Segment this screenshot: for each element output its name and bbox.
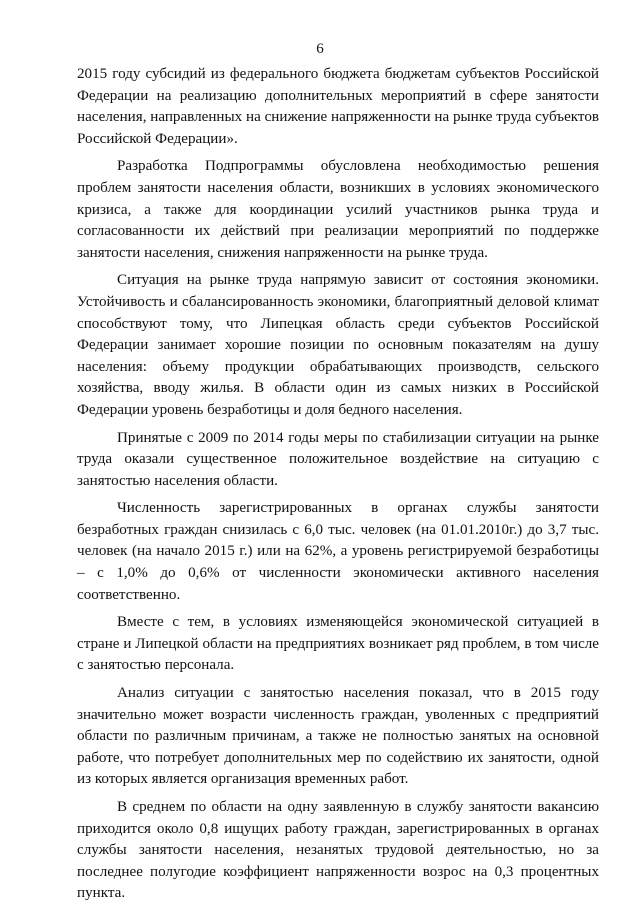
paragraph-stabilization-measures: Принятые с 2009 по 2014 годы меры по стабилизации ситуации на рынке труда оказали существенное положительное воздействие на ситуацию с занятостью населения области. (77, 429, 599, 489)
paragraph-emerging-problems: Вместе с тем, в условиях изменяющейся экономической ситуацией в стране и Липецкой области на предприятиях возникает ряд проблем, в том числе с занятостью персонала. (77, 614, 599, 674)
page-number: 6 (316, 41, 324, 57)
paragraph-employment-analysis: Анализ ситуации с занятостью населения показал, что в 2015 году значительно может возрасти численность граждан, уволенных с предприятий области по различным причинам, а также не полностью занятых на основной работе, что потребует дополнительных мер по содействию их занятости, одной из которых является организация временных работ. (77, 685, 599, 788)
document-body (77, 64, 599, 911)
paragraph-vacancy-ratio: В среднем по области на одну заявленную в службу занятости вакансию приходится около 0,8 ищущих работу граждан, зарегистрированных в органах службы занятости населения, незанятых трудовой деятельностью, но за последнее полугодие коэффициент напряженности возрос на 0,3 процентных пункта. (77, 799, 599, 902)
paragraph-unemployment-figures: Численность зарегистрированных в органах службы занятости безработных граждан снизилась с 6,0 тыс. человек (на 01.01.2010г.) до 3,7 тыс. человек (на начало 2015 г.) или на 62%, а уровень регистрируемой безработицы – с 1,0% до 0,6% от численности экономически активного населения соответственно. (77, 500, 599, 603)
paragraph-subprogram-rationale: Разработка Подпрограммы обусловлена необходимостью решения проблем занятости населения области, возникших в условиях экономического кризиса, а также для координации усилий участников рынка труда и согласованности их действий при реализации мероприятий по поддержке занятости населения, снижения напряженности на рынке труда. (77, 158, 599, 261)
paragraph-continuation: 2015 году субсидий из федерального бюджета бюджетам субъектов Российской Федерации на реализацию дополнительных мероприятий в сфере занятости населения, направленных на снижение напряженности на рынке труда субъектов Российской Федерации». (77, 66, 599, 147)
paragraph-labor-market-economy: Ситуация на рынке труда напрямую зависит от состояния экономики. Устойчивость и сбалансированность экономики, благоприятный деловой климат способствуют тому, что Липецкая область среди субъектов Российской Федерации занимает хорошие позиции по основным показателям на душу населения: объему продукции обрабатывающих производств, сельского хозяйства, вводу жилья. В области один из самых низких в Российской Федерации уровень безработицы и доля бедного населения. (77, 272, 599, 418)
